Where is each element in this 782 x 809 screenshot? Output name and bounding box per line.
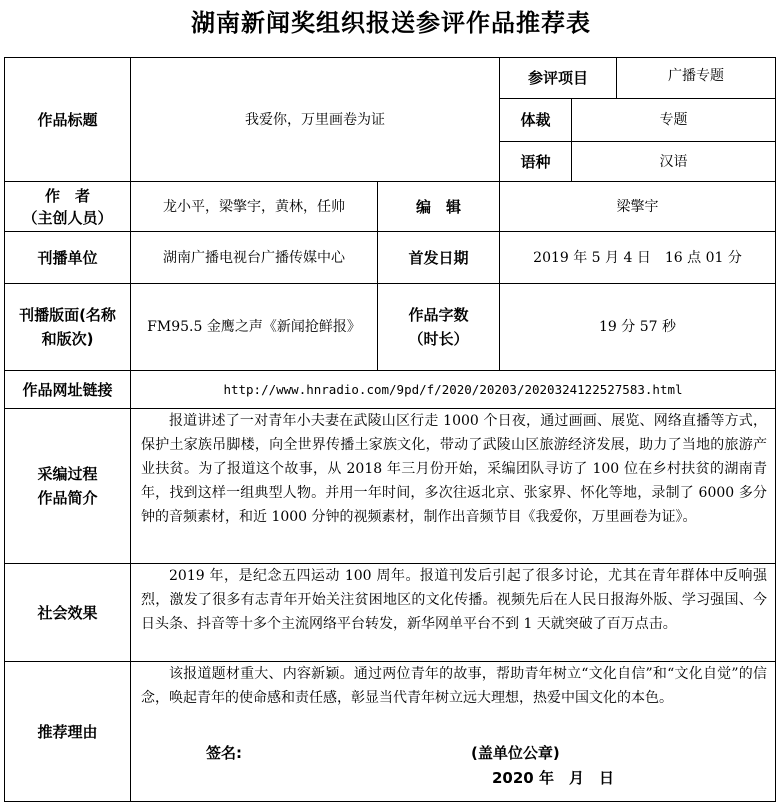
author-label-line2: （主创人员） <box>22 208 113 227</box>
work-title-value: 我爱你，万里画卷为证 <box>245 111 385 128</box>
author-value: 龙小平，梁擎宇，黄林，任帅 <box>163 198 345 215</box>
page-title: 湖南新闻奖组织报送参评作品推荐表 <box>191 9 591 37</box>
work-url-link[interactable]: http://www.hnradio.com/9pd/f/2020/20203/2020324122527583.html <box>223 381 683 397</box>
word-count-label-line2: （时长） <box>408 330 469 348</box>
recommendation-label: 推荐理由 <box>37 723 98 741</box>
category-label: 参评项目 <box>527 69 588 87</box>
language-value: 汉语 <box>659 153 688 170</box>
social-effect-text: 2019 年，是纪念五四运动 100 周年。报道刊发后引起了很多讨论，尤其在青年群体中反响强烈，激发了很多有志青年开始关注贫困地区的文化传播。视频先后在人民日报海外版、学习强国、今日头条、抖音等十多个主流网络平台转发，新华网单平台不到 1 天就突破了百万点击。 <box>141 568 767 632</box>
recommendation-text: 该报道题材重大、内容新颖。通过两位青年的故事，帮助青年树立“文化自信”和“文化自觉”的信念，唤起青年的使命感和责任感，彰显当代青年树立远大理想，热爱中国文化的本色。 <box>141 666 767 706</box>
date-line: 2020 年 月 日 <box>492 769 614 787</box>
editor-value: 梁擎宇 <box>616 198 659 215</box>
first-date-value: 2019 年 5 月 4 日 16 点 01 分 <box>533 249 742 266</box>
social-effect-label: 社会效果 <box>37 603 98 622</box>
edition-label-line1: 刊播版面(名称 <box>19 306 116 324</box>
process-label-line1: 采编过程 <box>37 465 98 483</box>
process-label <box>5 409 130 563</box>
publisher-value: 湖南广播电视台广播传媒中心 <box>163 249 345 266</box>
word-count-value: 19 分 57 秒 <box>599 319 676 335</box>
first-date-label: 首发日期 <box>408 248 469 267</box>
genre-label: 体裁 <box>520 111 551 129</box>
genre-value: 专题 <box>659 112 688 128</box>
work-title-label: 作品标题 <box>37 110 98 129</box>
process-label-line2: 作品简介 <box>37 489 98 507</box>
edition-label-line2: 和版次) <box>41 330 94 348</box>
author-label-line1: 作 者 <box>44 186 90 205</box>
edition-label <box>5 284 130 370</box>
category-value: 广播专题 <box>668 68 724 84</box>
process-text: 报道讲述了一对青年小夫妻在武陵山区行走 1000 个日夜，通过画画、展览、网络直播等方式，保护土家族吊脚楼，向全世界传播土家族文化，带动了武陵山区旅游经济发展，助力了当地的旅游产业扶贫。为了报道这个故事，从 2018 年三月份开始，采编团队寻访了 100 位在乡村扶贫的湖南青年，找到这样一组典型人物。并用一年时间，多次往返北京、张家界、怀化等地，录制了 6000 多分钟的音频素材，和近 1000 分钟的视频素材，制作出音频节目《我爱你，万里画卷为证》。 <box>141 413 767 525</box>
word-count-label-line1: 作品字数 <box>408 306 469 324</box>
language-label: 语种 <box>520 152 551 171</box>
recommendation-form <box>4 57 776 802</box>
seal-label: (盖单位公章) <box>471 744 560 762</box>
publisher-label: 刊播单位 <box>37 248 98 267</box>
word-count-label <box>378 284 499 370</box>
edition-value: FM95.5 金鹰之声《新闻抢鲜报》 <box>147 319 361 335</box>
signature-label: 签名: <box>206 744 242 762</box>
author-label <box>5 182 130 231</box>
url-label: 作品网址链接 <box>22 380 113 399</box>
editor-label: 编 辑 <box>415 197 461 216</box>
